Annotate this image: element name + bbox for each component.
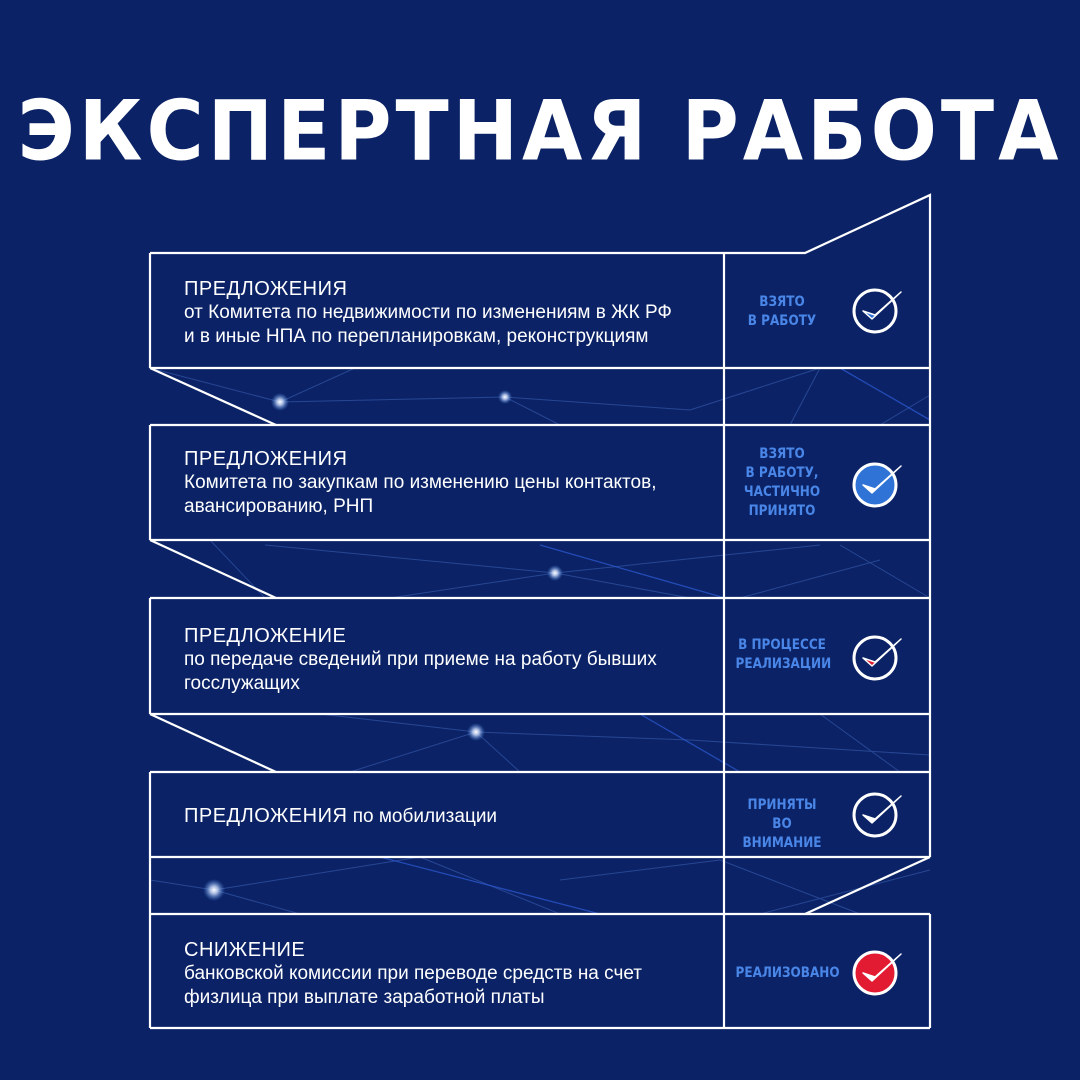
status-line: ПРИНЯТЫ xyxy=(747,797,817,813)
check-outline-white-icon xyxy=(851,788,903,840)
row-line: банковской комиссии при переводе средств на счет xyxy=(184,963,642,984)
row-line: физлица при выплате заработной платы xyxy=(184,987,545,1008)
row-text xyxy=(184,624,724,696)
list-item xyxy=(150,772,930,857)
status-line: ВЗЯТО xyxy=(759,446,805,462)
row-heading: ПРЕДЛОЖЕНИЯ xyxy=(184,805,348,827)
status-label xyxy=(736,445,829,521)
status-label xyxy=(736,293,829,331)
status-label xyxy=(735,964,840,983)
status-label xyxy=(735,636,832,674)
row-line: авансированию, РНП xyxy=(184,496,374,517)
check-filled-blue-icon xyxy=(851,458,903,510)
status-line: ЧАСТИЧНО xyxy=(743,484,821,500)
row-text xyxy=(184,804,724,829)
row-heading: ПРЕДЛОЖЕНИЯ xyxy=(184,448,348,470)
status-line: В ПРОЦЕССЕ xyxy=(738,637,826,653)
check-filled-red-icon xyxy=(851,946,903,998)
row-line: Комитета по закупкам по изменению цены контактов, xyxy=(184,472,657,493)
list-item xyxy=(150,914,930,1028)
status-line: ПРИНЯТО xyxy=(748,503,816,519)
row-line: от Комитета по недвижимости по изменениям в ЖК РФ xyxy=(184,302,672,323)
row-line: по передаче сведений при приеме на работу бывших xyxy=(184,649,657,670)
status-label xyxy=(736,796,829,853)
status-line: В РАБОТУ, xyxy=(745,465,819,481)
check-outline-blue-icon xyxy=(851,284,903,336)
row-text xyxy=(184,447,724,519)
status-line: В РАБОТУ xyxy=(747,313,817,329)
page-title: ЭКСПЕРТНАЯ РАБОТА xyxy=(17,84,1063,180)
row-line: по мобилизации xyxy=(347,806,498,827)
status-line: РЕАЛИЗОВАНО xyxy=(735,965,840,981)
list-item xyxy=(150,598,930,714)
row-heading: СНИЖЕНИЕ xyxy=(184,939,306,961)
row-line: и в иные НПА по перепланировкам, реконструкциям xyxy=(184,326,649,347)
list-item xyxy=(150,425,930,540)
status-line: ВЗЯТО xyxy=(759,294,805,310)
row-text xyxy=(184,938,724,1010)
status-line: ВО ВНИМАНИЕ xyxy=(742,816,822,851)
row-heading: ПРЕДЛОЖЕНИЯ xyxy=(184,278,348,300)
status-line: РЕАЛИЗАЦИИ xyxy=(735,656,832,672)
row-line: госслужащих xyxy=(184,673,300,694)
row-heading: ПРЕДЛОЖЕНИЕ xyxy=(184,625,347,647)
list-item xyxy=(150,253,930,368)
check-outline-red-icon xyxy=(851,631,903,683)
row-text xyxy=(184,277,724,349)
